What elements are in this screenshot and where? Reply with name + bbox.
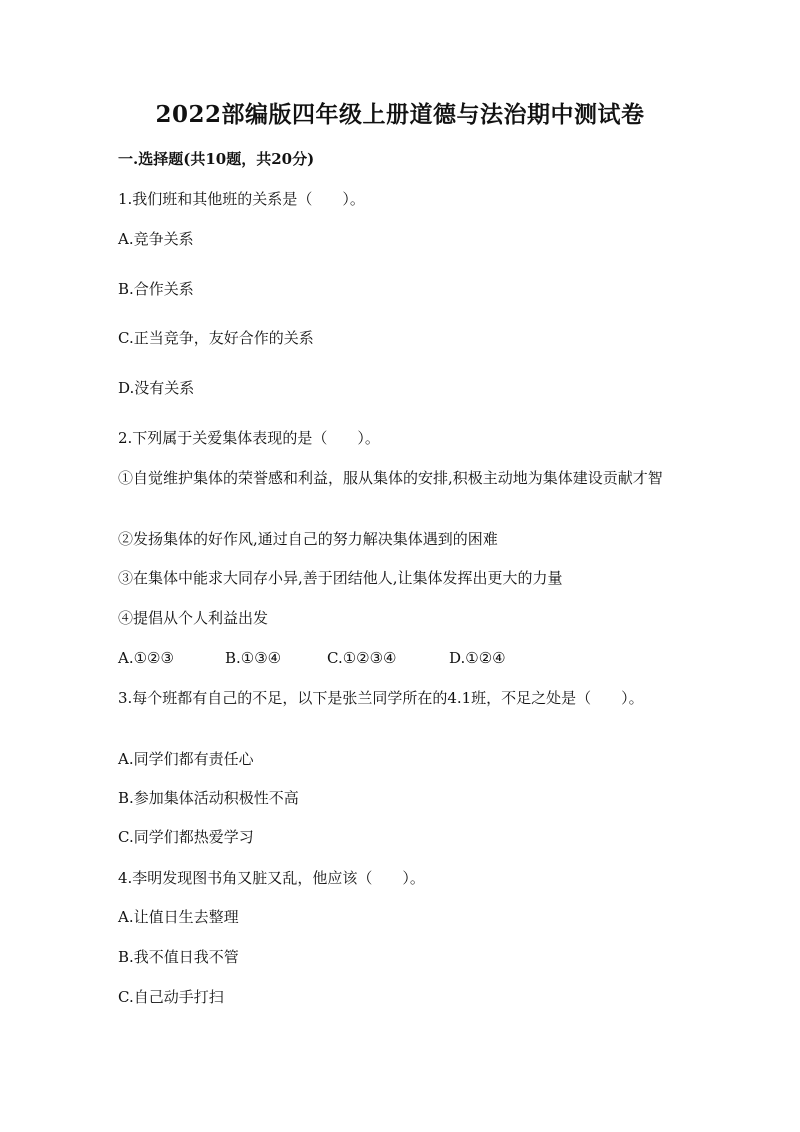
question-2-option-b: B.①③④ (225, 649, 282, 667)
page-title: 2022部编版四年级上册道德与法治期中测试卷 (155, 101, 645, 128)
question-4-option-c: C.自己动手打扫 (118, 988, 224, 1006)
question-1-option-d: D.没有关系 (118, 379, 195, 397)
question-1-option-c: C.正当竞争，友好合作的关系 (118, 329, 314, 347)
question-4-option-a: A.让值日生去整理 (118, 908, 239, 926)
question-3-option-b: B.参加集体活动积极性不高 (118, 789, 299, 807)
question-2-option-d: D.①②④ (449, 649, 506, 667)
question-2-statement-3: ③在集体中能求大同存小异,善于团结他人,让集体发挥出更大的力量 (118, 569, 563, 587)
question-3-option-a: A.同学们都有责任心 (118, 750, 254, 768)
section-heading: 一.选择题(共10题，共20分) (118, 150, 315, 168)
question-2-option-a: A.①②③ (118, 649, 174, 667)
question-3-option-c: C.同学们都热爱学习 (118, 828, 254, 846)
question-2-options (118, 647, 506, 669)
question-2-option-c: C.①②③④ (327, 649, 397, 667)
question-1-stem: 1.我们班和其他班的关系是（ ）。 (118, 190, 365, 208)
question-4-option-b: B.我不值日我不管 (118, 948, 239, 966)
question-4-stem: 4.李明发现图书角又脏又乱，他应该（ ）。 (118, 869, 425, 887)
question-2-statement-2: ②发扬集体的好作风,通过自己的努力解决集体遇到的困难 (118, 530, 498, 548)
question-3-stem: 3.每个班都有自己的不足，以下是张兰同学所在的4.1班，不足之处是（ ）。 (118, 689, 644, 707)
question-2-statement-1: ①自觉维护集体的荣誉感和利益，服从集体的安排,积极主动地为集体建设贡献才智 (118, 469, 663, 487)
question-1-option-a: A.竞争关系 (118, 230, 194, 248)
question-2-statement-4: ④提倡从个人利益出发 (118, 609, 269, 627)
question-1-option-b: B.合作关系 (118, 280, 194, 298)
question-2-stem: 2.下列属于关爱集体表现的是（ ）。 (118, 429, 380, 447)
